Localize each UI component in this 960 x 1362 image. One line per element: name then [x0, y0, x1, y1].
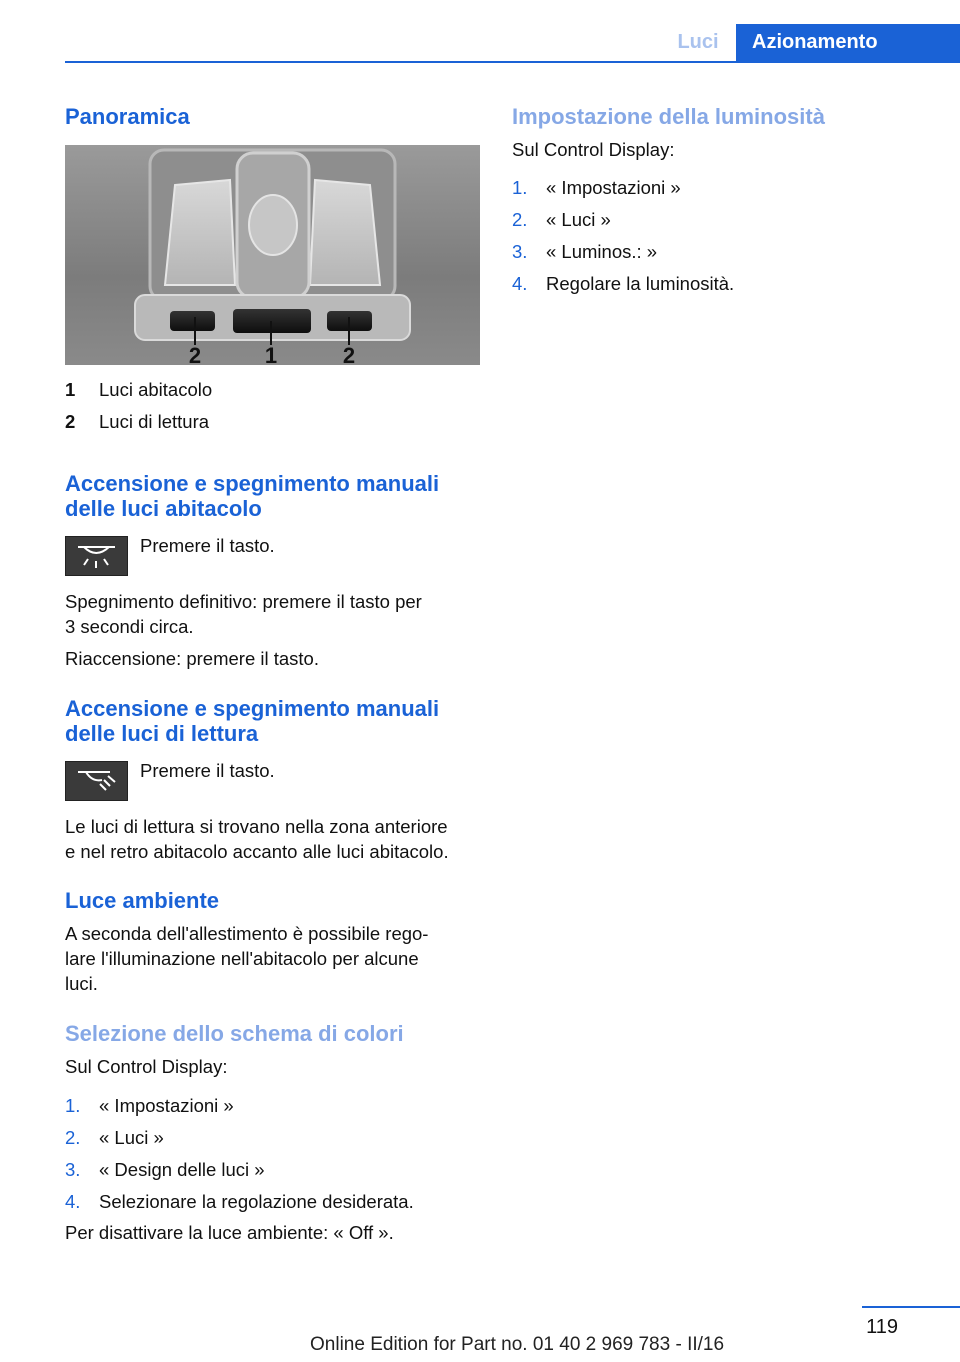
- list-item: [65, 1189, 485, 1221]
- legend-item: [65, 377, 75, 402]
- cabin-lights-heading-line2: delle luci abitacolo: [65, 496, 262, 521]
- color-scheme-intro: Sul Control Display:: [65, 1056, 228, 1077]
- ambient-heading: Luce ambiente: [65, 888, 220, 913]
- legend-number: 2: [65, 411, 76, 432]
- cabin-off-line1: Spegnimento definitivo: premere il tasto per: [65, 591, 422, 612]
- ambient-line3: luci.: [65, 973, 98, 994]
- step-text: « Luci »: [99, 1127, 164, 1148]
- cabin-off-line2: 3 secondi circa.: [65, 616, 194, 637]
- step-number: 4.: [512, 273, 528, 294]
- step-text: Selezionare la regolazione desiderata.: [99, 1191, 414, 1212]
- color-scheme-steps: [65, 1093, 485, 1221]
- step-number: 2.: [512, 209, 528, 230]
- ambient-line1: A seconda dell'allestimento è possibile rego‐: [65, 923, 429, 944]
- reading-lights-heading-line2: delle luci di lettura: [65, 721, 259, 746]
- reading-light-button-icon: [65, 761, 128, 801]
- legend-number: 1: [65, 379, 76, 400]
- legend-item: [65, 409, 75, 434]
- reading-location-paragraph: [65, 814, 449, 864]
- list-item: [512, 207, 932, 239]
- step-text: « Impostazioni »: [99, 1095, 234, 1116]
- ambient-paragraph: [65, 921, 428, 996]
- cabin-on-paragraph: Riaccensione: premere il tasto.: [65, 648, 319, 669]
- photo-label-left: 2: [188, 343, 202, 365]
- reading-location-line1: Le luci di lettura si trovano nella zona anteriore: [65, 816, 448, 837]
- step-number: 3.: [65, 1159, 81, 1180]
- header-section-tab: Luci: [677, 31, 719, 53]
- list-item: [512, 271, 932, 303]
- step-text: « Luminos.: »: [546, 241, 658, 262]
- overhead-console-illustration: [65, 145, 480, 365]
- cabin-off-paragraph: [65, 589, 422, 639]
- edition-footer: Online Edition for Part no. 01 40 2 969 783 - II/16: [310, 1334, 725, 1355]
- step-number: 1.: [65, 1095, 81, 1116]
- cabin-press-text: Premere il tasto.: [140, 535, 275, 556]
- brightness-intro: Sul Control Display:: [512, 139, 675, 160]
- header-rule: [65, 61, 960, 63]
- list-item: [65, 1093, 485, 1125]
- step-number: 3.: [512, 241, 528, 262]
- step-text: « Impostazioni »: [546, 177, 681, 198]
- cabin-light-button-icon: [65, 536, 128, 576]
- page-number: 119: [866, 1316, 898, 1338]
- step-text: « Luci »: [546, 209, 611, 230]
- photo-label-center: 1: [264, 343, 278, 365]
- cabin-lights-heading-line1: Accensione e spegnimento manuali: [65, 471, 440, 496]
- step-number: 2.: [65, 1127, 81, 1148]
- reading-lights-heading: [65, 696, 439, 746]
- legend-text: Luci di lettura: [99, 411, 210, 432]
- list-item: [65, 1157, 485, 1189]
- legend-text: Luci abitacolo: [99, 379, 213, 400]
- reading-press-text: Premere il tasto.: [140, 760, 275, 781]
- brightness-heading: Impostazione della luminosità: [512, 104, 825, 129]
- list-item: [512, 175, 932, 207]
- cabin-lights-heading: [65, 471, 439, 521]
- step-text: Regolare la luminosità.: [546, 273, 735, 294]
- step-number: 4.: [65, 1191, 81, 1212]
- step-text: « Design delle luci »: [99, 1159, 265, 1180]
- color-scheme-heading: Selezione dello schema di colori: [65, 1021, 404, 1046]
- ambient-line2: lare l'illuminazione nell'abitacolo per alcune: [65, 948, 419, 969]
- reading-location-line2: e nel retro abitacolo accanto alle luci abitacolo.: [65, 841, 449, 862]
- brightness-steps: [512, 175, 932, 303]
- panoramica-heading: Panoramica: [65, 104, 190, 129]
- step-number: 1.: [512, 177, 528, 198]
- header-chapter-tab: Azionamento: [736, 24, 960, 61]
- ambient-off-text: Per disattivare la luce ambiente: « Off ».: [65, 1222, 394, 1243]
- list-item: [65, 1125, 485, 1157]
- overhead-console-photo: [65, 145, 480, 365]
- list-item: [512, 239, 932, 271]
- photo-label-right: 2: [342, 343, 356, 365]
- footer-rule: [862, 1306, 960, 1308]
- reading-lights-heading-line1: Accensione e spegnimento manuali: [65, 696, 440, 721]
